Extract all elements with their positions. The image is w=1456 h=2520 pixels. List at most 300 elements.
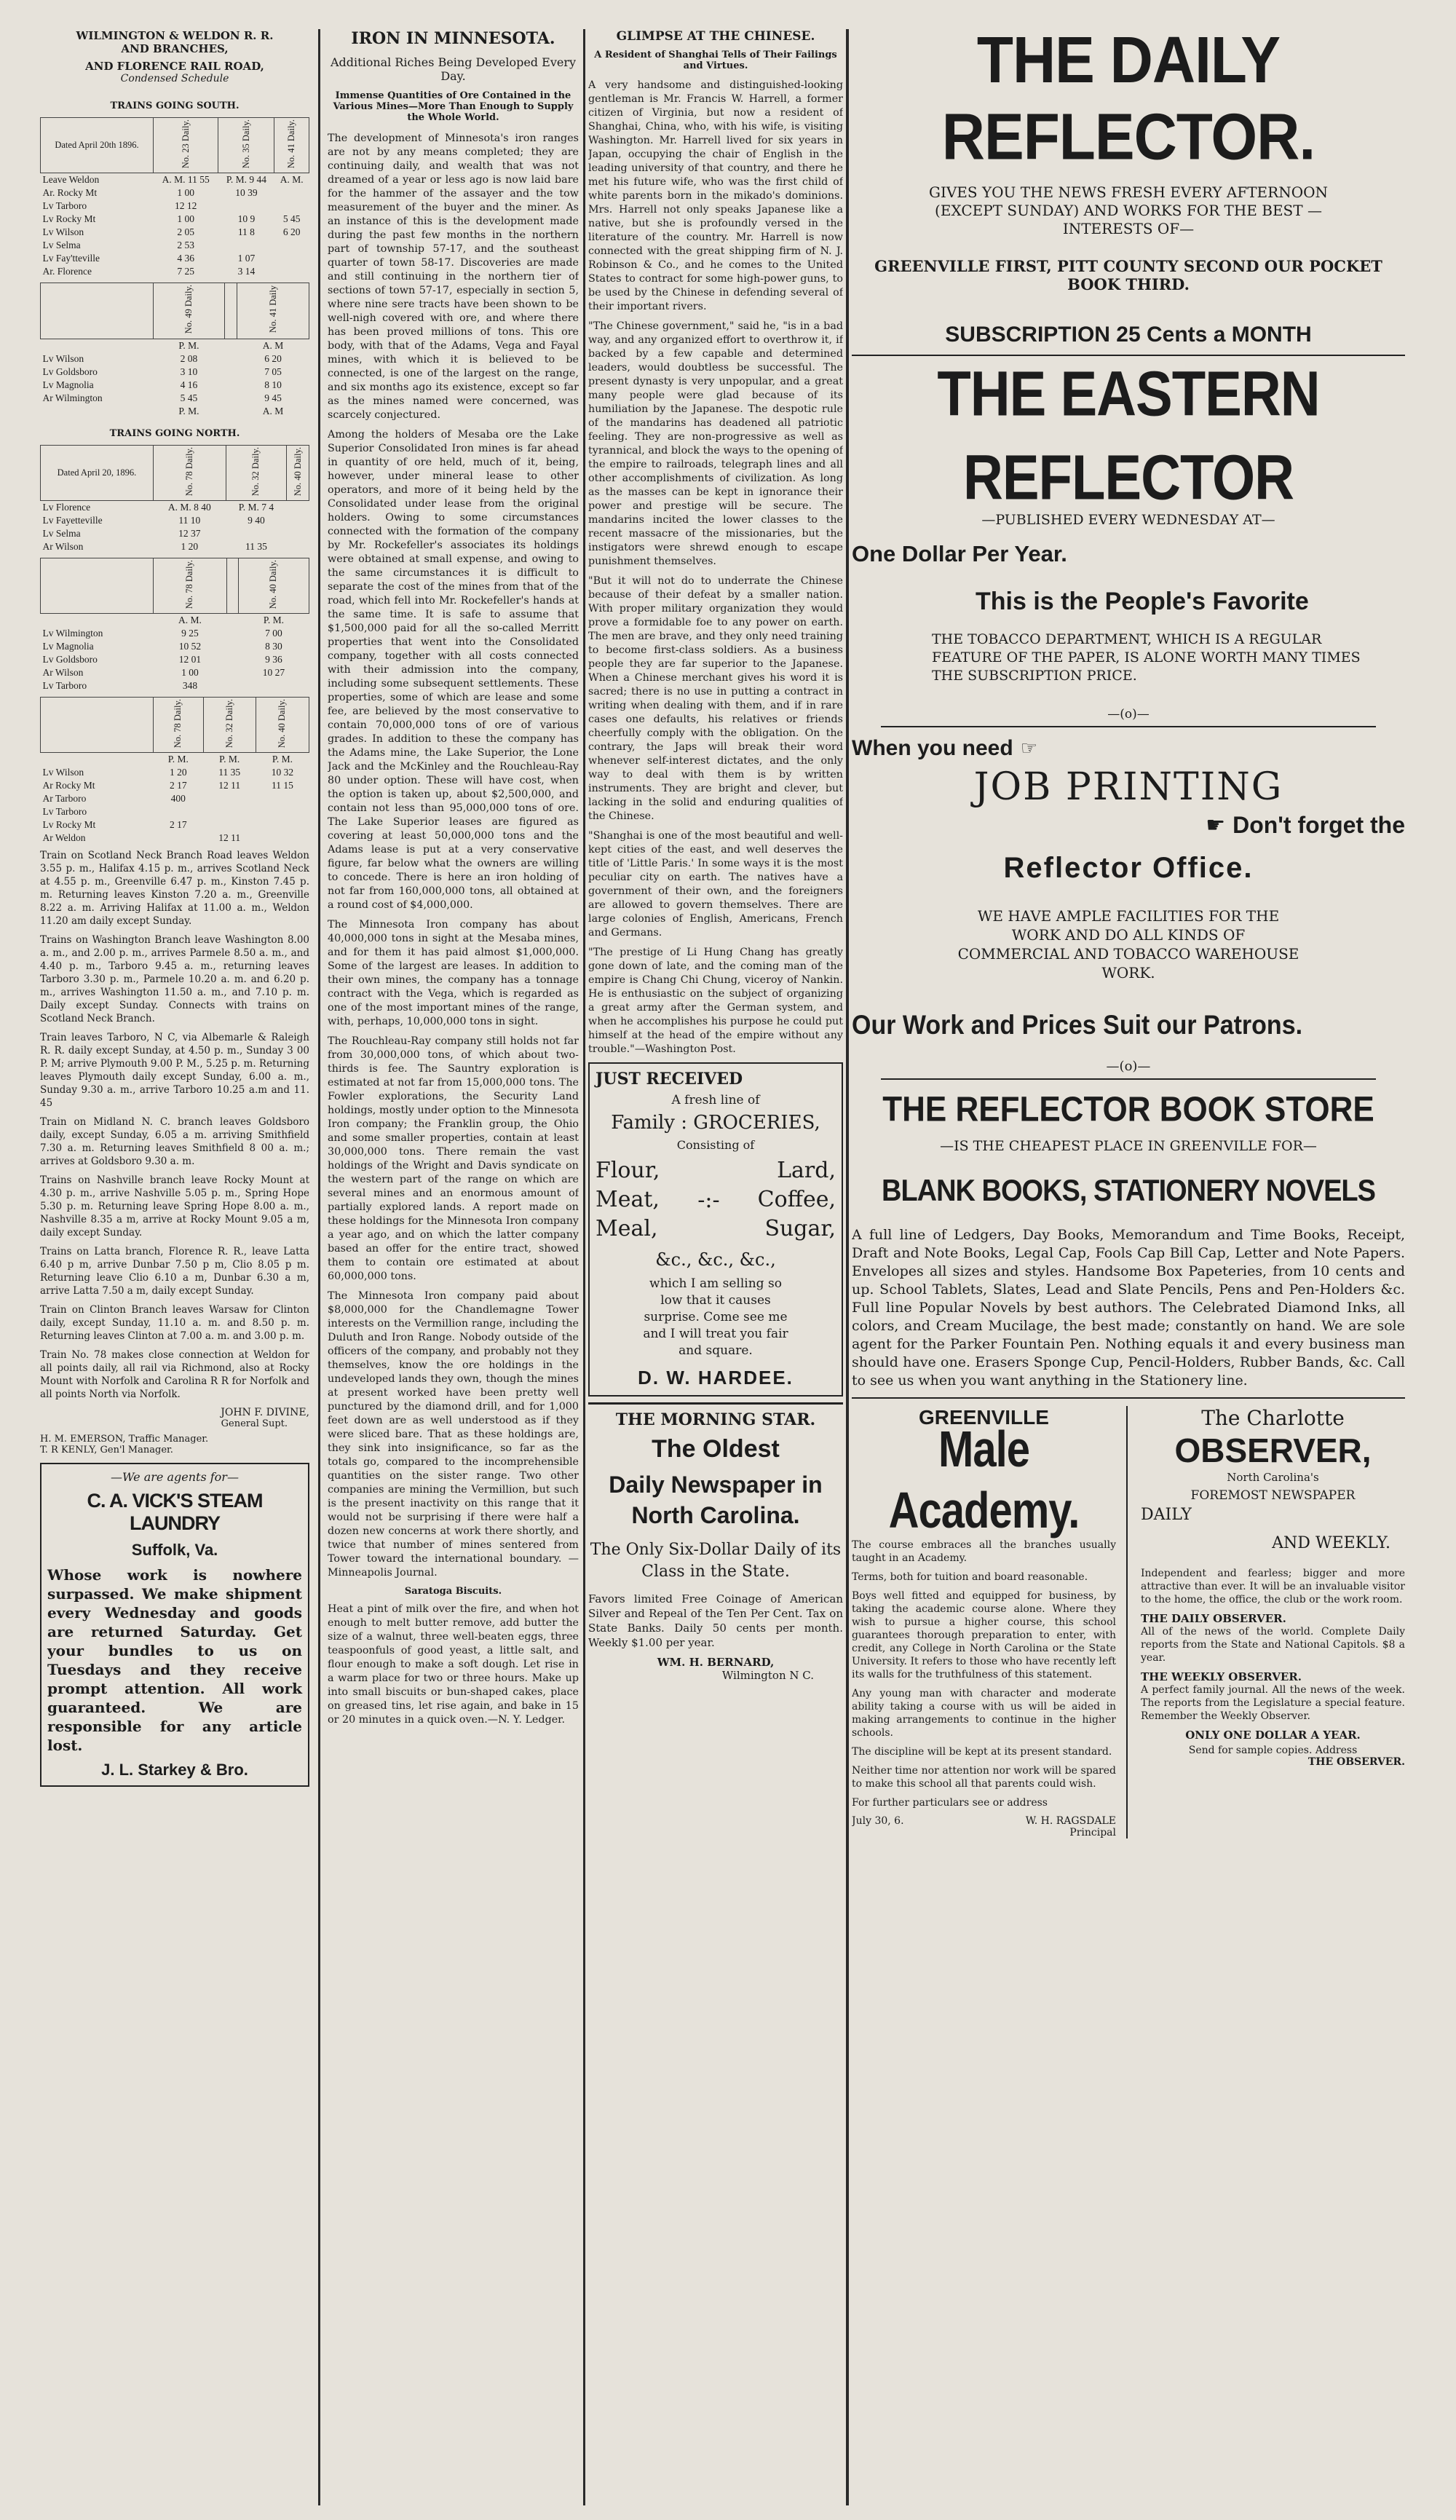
tt-header	[41, 283, 154, 339]
table-row	[41, 352, 309, 366]
divider-glyph: -:-	[697, 1187, 720, 1213]
table-row	[41, 339, 309, 352]
column-chinese	[588, 29, 843, 2505]
time-cell: P. M.	[219, 754, 240, 765]
greenville-first: GREENVILLE FIRST, PITT COUNTY SECOND OUR POCKET BOOK THIRD.	[874, 257, 1382, 293]
timetable-north-3	[40, 697, 309, 845]
north-title: TRAINS GOING NORTH.	[109, 427, 240, 439]
time-cell	[227, 653, 239, 666]
paragraph: Train leaves Tarboro, N C, via Albemarle & Raleigh R. R. daily except Sunday, at 4.50 p. m., Sunday 3 00 P. M; arrive Plymouth 9.00 P. M., 5.25 p. m. Returning leaves Plymouth daily except Sunday, 6.00 a. m., Sunday 9.30 a. m., arrive Tarboro 10.25 a.m and 11. 45	[40, 1032, 309, 1110]
etc: &c., &c., &c.,	[655, 1249, 776, 1270]
academy-date: July 30, 6.	[852, 1815, 904, 1827]
time-cell: A. M.	[280, 174, 304, 186]
table-row	[41, 527, 309, 540]
time-cell: 9 45	[264, 392, 282, 403]
time-cell: P. M.	[167, 754, 189, 765]
paragraph: Terms, both for tuition and board reasonable.	[852, 1571, 1088, 1583]
railroad-subtitle-2: AND FLORENCE RAIL ROAD,	[85, 60, 264, 73]
time-cell	[274, 252, 309, 265]
paragraph: Neither time nor attention nor work will be spared to make this school all that parents could wish.	[852, 1765, 1116, 1790]
vick-title: C. A. VICK'S STEAM LAUNDRY	[87, 1490, 263, 1535]
time-cell: 10 52	[178, 641, 202, 652]
paragraph: "Shanghai is one of the most beautiful and well-kept cities of the east, and well deserves the title of 'Little Paris.' In some ways it is the most peculiar city on earth. The natives have a government of their own, and the foreigners are allowed to govern themselves. There are large colonies of English, Americans, French and Germans.	[588, 830, 843, 939]
paragraph: Train on Midland N. C. branch leaves Goldsboro daily, except Sunday, 6.05 a m. arriving Smithfield 7.30 a. m. Returning leaves Smithfield 8 00 a. m.; arrives at Goldsboro 9.30 a. m.	[40, 1116, 309, 1168]
paragraph: "The prestige of Li Hung Chang has greatly gone down of late, and the coming man of the empire is Chang Chi Chung, viceroy of Nankin. He is enthusiastic on the subject of organizing a great army after the German system, and when he accomplishes his purpose he could put himself at the head of the empire without any trouble."—Washington Post.	[588, 947, 843, 1055]
observer-body: Independent and fearless; bigger and more attractive than ever. It will be an invaluable visitor to the home, the office, the club or the work room.	[1141, 1568, 1405, 1605]
table-row	[41, 792, 309, 805]
observer-send: Send for sample copies. Address	[1188, 1745, 1358, 1756]
time-cell: 12 11	[218, 832, 241, 844]
table-row	[41, 540, 309, 553]
timetable-north-2	[40, 558, 309, 692]
time-cell: 1 00	[177, 187, 195, 199]
table-row	[41, 514, 309, 527]
merchant: D. W. HARDEE.	[638, 1367, 794, 1389]
tt-header: No. 41 Daily.	[274, 118, 309, 173]
time-cell: P. M. 7 4	[238, 501, 274, 513]
time-cell: 7 25	[177, 266, 195, 277]
timetable-north	[40, 445, 309, 553]
subscription: SUBSCRIPTION 25 Cents a MONTH	[945, 323, 1312, 347]
signature-manager: T. R KENLY, Gen'l Manager.	[40, 1445, 173, 1456]
tt-header	[227, 558, 239, 613]
signature-traffic: H. M. EMERSON, Traffic Manager.	[40, 1434, 209, 1445]
groceries-right	[758, 1156, 836, 1244]
divider-rule	[881, 726, 1376, 727]
time-cell: 348	[182, 680, 198, 691]
table-row	[41, 392, 309, 405]
condensed-schedule: Condensed Schedule	[120, 73, 229, 84]
chinese-headline: GLIMPSE AT THE CHINESE.	[616, 29, 815, 44]
time-cell: P. M.	[178, 405, 199, 416]
academy-city: GREENVILLE	[919, 1406, 1049, 1429]
station-cell: Lv Goldsboro	[42, 366, 98, 377]
tobacco-department: THE TOBACCO DEPARTMENT, WHICH IS A REGULAR FEATURE OF THE PAPER, IS ALONE WORTH MANY TIMES THE SUBSCRIPTION PRICE.	[932, 631, 1361, 684]
station-cell	[41, 753, 154, 767]
observer-ad	[1141, 1406, 1405, 1838]
job-printing: JOB PRINTING	[973, 765, 1283, 809]
time-cell: P. M. 9 44	[226, 174, 266, 186]
fresh-line: A fresh line of	[671, 1093, 760, 1107]
eastern-reflector-title: THE EASTERN REFLECTOR	[937, 358, 1320, 513]
vick-body: Whose work is nowhere surpassed. We make shipment every Wednesday and goods are returned Saturday. Get your bundles to us on Tuesdays and they receive prompt attention. All work guaranteed. We are responsible for any article lost.	[47, 1566, 302, 1755]
grocery-item: Coffee,	[757, 1187, 836, 1212]
paragraph: The Minnesota Iron company paid about $8,000,000 for the Chandlemagne Tower interests on the Vermillion range, including the Duluth and Iron Range. Nobody outside of the officers of the company, and probably not they themselves, know the ore holdings in the undeveloped lands they own, though the mines at present worked have been pretty well punctured by the diamond drill, and for 1,000 feet down are as well understood as if they were sliced bare. That as these holdings are, they sink into insignificance, so far as the totals go, compared to the incomprehensible quantities on the sister range. Two other companies are mining the Vermillion, but such is the present inactivity on this range that it would not be surprising if there were half a dozen new concerns at work there shortly, and twice that number of mines sentered from Tower toward the international boundary. — Minneapolis Journal.	[328, 1290, 579, 1579]
signature-title: General Supt.	[221, 1418, 288, 1430]
time-cell: 6 20	[282, 226, 301, 238]
tt-header	[41, 698, 154, 753]
time-cell: A. M. 11 55	[162, 174, 210, 186]
time-cell	[153, 832, 203, 845]
tt-header: No. 78 Daily.	[153, 558, 226, 613]
time-cell: 1 20	[169, 767, 187, 778]
column-rule	[846, 29, 849, 2505]
time-cell: 1 00	[177, 213, 195, 225]
paragraph: Train on Clinton Branch leaves Warsaw for Clinton daily, except Sunday, 11.10 a. m. and 8.50 p. m. Returning leaves Clinton at 7.00 a. m. and 3.00 p. m.	[40, 1304, 309, 1343]
time-cell	[218, 200, 274, 213]
time-cell: 12 12	[175, 200, 197, 212]
consisting: Consisting of	[676, 1138, 755, 1152]
station-cell: Lv Selma	[42, 240, 81, 251]
table-row	[41, 200, 309, 213]
time-cell	[227, 640, 239, 653]
table-row	[41, 818, 309, 832]
station-cell: Lv Wilson	[42, 352, 84, 364]
railroad-subtitle: AND BRANCHES,	[121, 42, 229, 55]
time-cell: 11 8	[237, 226, 255, 238]
time-cell	[224, 366, 237, 379]
column-iron	[328, 29, 579, 2505]
time-cell	[287, 500, 309, 514]
tt-header: No. 78 Daily.	[153, 698, 203, 753]
column-reflector	[852, 29, 1405, 2505]
groceries-left	[596, 1156, 660, 1244]
paragraph: The discipline will be kept at its present standard.	[852, 1746, 1112, 1758]
published-wednesday: —PUBLISHED EVERY WEDNESDAY AT—	[981, 512, 1275, 528]
grocery-item: Meal,	[596, 1216, 658, 1241]
paragraph: A very handsome and distinguished-looking gentleman is Mr. Francis W. Harrell, a former citizen of Virginia, but now a resident of Shanghai, China, who, with his wife, is visiting Washington. Mr. Harrell lived for six years in Japan, occupying the chair of English in the leading university of that country, and there he met his future wife, who was the first child of white parents born in the mikado's dominions. Mrs. Harrell not only speaks Japanese like a native, but she is profoundly versed in the literature of the country. Mr. Harrell is now connected with the great shipping firm of N. J. Robinson & Co., and he comes to the United States to contract for some high-power guns, to be used by the Chinese in defending several of their important rivers.	[588, 79, 843, 312]
daily-reflector-title: THE DAILY REFLECTOR.	[941, 29, 1315, 174]
station-cell: Ar Wilson	[42, 540, 84, 552]
iron-headline: IRON IN MINNESOTA.	[351, 29, 555, 48]
observer-title: OBSERVER,	[1174, 1431, 1372, 1469]
academy-sign: W. H. RAGSDALE	[1025, 1815, 1116, 1827]
table-row	[41, 239, 309, 252]
time-cell	[203, 792, 256, 805]
timetable-south-2	[40, 283, 309, 417]
time-cell: 10 27	[262, 667, 285, 678]
station-cell: Lv Tarboro	[42, 200, 87, 212]
table-row	[41, 653, 309, 666]
time-cell: 2 17	[169, 819, 187, 831]
time-cell	[274, 186, 309, 200]
blank-books: BLANK BOOKS, STATIONERY NOVELS	[882, 1174, 1375, 1209]
dont-forget: Don't forget the	[1233, 812, 1405, 838]
time-cell	[203, 805, 256, 818]
time-cell	[256, 792, 309, 805]
paragraph: The development of Minnesota's iron ranges are not by any means completed; they are continuing daily, and wealth that was not dreamed of a year or less ago is now laid bare for the hammer of the assayer and the tow measurement of the buyer and the miner. As an instance of this is the development made during the past few months in the northern part of township 57-17, and the southeast quarter of town 58-17. Discoveries are made and still continuing in the northern tier of sections of town 57-17, especially in section 5, where nine sere tracts have been shown to be well-nigh covered with ore, and where there has been proved millions of tons. This ore body, with that of the Adams, Vega and Fayal mines, with which it is believed to be connected, is one of the largest on the range, and six months ago its existence, except so far as the mines named were concerned, was scarcely conjectured.	[328, 133, 579, 421]
star-body: Favors limited Free Coinage of American Silver and Repeal of the Ten Per Cent. Tax on State Banks. Daily 50 cents per month. Weekly $1.00 per year.	[588, 1592, 843, 1649]
observer-price: ONLY ONE DOLLAR A YEAR.	[1185, 1729, 1361, 1742]
star-daily: Daily Newspaper in North Carolina.	[609, 1472, 823, 1528]
divider-rule	[881, 1078, 1376, 1080]
table-row	[41, 666, 309, 679]
time-cell	[224, 352, 237, 366]
paragraph: Train No. 78 makes close connection at Weldon for all points daily, all rail via Richmond, also at Rocky Mount with Norfolk and Carolina R R for Norfolk and all points North via Norfolk.	[40, 1349, 309, 1401]
time-cell	[226, 527, 287, 540]
time-cell: 1 07	[237, 253, 256, 264]
star-place: Wilmington N C.	[721, 1669, 814, 1682]
time-cell	[274, 265, 309, 278]
station-cell: Lv Goldsboro	[42, 654, 98, 665]
paragraph: "The Chinese government," said he, "is in a bad way, and any organized effort to overthrow it, if backed by a few capable and determined leaders, would doubtless be successful. The present dynasty is very unpopular, and a great many people were glad because of its humiliation by the Japanese. The despotic rule of the mandarins has deadened all patriotic feeling. They are non-progressive as well as tyrannical, and block the ways to the opening of the empire to railroads, telegraph lines and all other accomplishments of civilization. As long as the masses can be kept in ignorance their power and prestige will be secure. The mandarins incited the lower classes to the recent massacre of the missionaries, but the instigators were shrewd enough to escape punishment themselves.	[588, 320, 843, 567]
observer-weekly-head: THE WEEKLY OBSERVER.	[1141, 1670, 1302, 1683]
grocery-item: Meat,	[596, 1187, 660, 1212]
station-cell: Lv Rocky Mt	[42, 819, 96, 831]
time-cell: A. M.	[178, 615, 202, 625]
time-cell: 3 14	[237, 266, 256, 277]
table-row	[41, 366, 309, 379]
time-cell: P. M.	[178, 339, 199, 351]
time-cell	[256, 805, 309, 818]
gives-news: GIVES YOU THE NEWS FRESH EVERY AFTERNOON (EXCEPT SUNDAY) AND WORKS FOR THE BEST —INTERESTS OF—	[928, 183, 1329, 237]
time-cell: 11 35	[218, 767, 241, 778]
station-cell: Ar Rocky Mt	[42, 780, 95, 791]
book-store-title: THE REFLECTOR BOOK STORE	[882, 1089, 1374, 1129]
observer-daily: DAILY	[1141, 1506, 1192, 1524]
chinese-body	[588, 79, 843, 1056]
time-cell: 10 9	[237, 213, 256, 225]
time-cell: P. M.	[272, 754, 293, 765]
time-cell: 12 01	[178, 654, 202, 665]
station-cell	[41, 405, 154, 418]
time-cell: 11 15	[271, 780, 293, 791]
column-rule	[318, 29, 320, 2505]
time-cell: 9 25	[181, 628, 199, 639]
railroad-title: WILMINGTON & WELDON R. R.	[76, 29, 274, 42]
time-cell	[256, 832, 309, 845]
station-cell: Lv Wilson	[42, 767, 84, 778]
vick-laundry-ad	[40, 1463, 309, 1787]
time-cell: A. M	[262, 339, 284, 351]
time-cell: 10 39	[235, 187, 258, 199]
table-row	[41, 627, 309, 640]
timetable-south	[40, 117, 309, 278]
column-rule	[583, 29, 585, 2505]
star-six: The Only Six-Dollar Daily of its Class in the State.	[590, 1541, 842, 1581]
table-row	[41, 226, 309, 239]
tt-header: No. 32 Daily.	[203, 698, 256, 753]
time-cell: 4 16	[180, 379, 198, 390]
selling: which I am selling so low that it causes surprise. Come see me and I will treat you fair and square.	[643, 1276, 788, 1358]
time-cell: 6 20	[264, 352, 282, 364]
table-row	[41, 405, 309, 418]
station-cell: Lv Wilson	[42, 226, 84, 238]
time-cell	[287, 527, 309, 540]
star-oldest: The Oldest	[652, 1435, 780, 1463]
station-cell: Ar Wilson	[42, 667, 84, 678]
time-cell: 7 05	[264, 366, 282, 377]
time-cell: 10 32	[271, 767, 294, 778]
academy-body	[852, 1539, 1116, 1809]
tt-header	[224, 283, 237, 339]
time-cell	[274, 200, 309, 213]
peoples-favorite: This is the People's Favorite	[976, 588, 1309, 615]
vick-agents: —We are agents for—	[111, 1470, 239, 1485]
recipe-title: Saratoga Biscuits.	[404, 1586, 502, 1597]
station-cell: Lv Fay'tteville	[42, 253, 100, 264]
time-cell: 3 10	[180, 366, 198, 377]
paragraph: For further particulars see or address	[852, 1797, 1048, 1809]
table-row	[41, 832, 309, 845]
tt-header: No. 40 Daily.	[256, 698, 309, 753]
reflector-office: Reflector Office.	[1003, 852, 1254, 884]
station-cell: Lv Tarboro	[42, 806, 87, 818]
recipe-body: Heat a pint of milk over the fire, and when hot enough to melt butter remove, add butter the size of a walnut, three well-beaten eggs, three teaspoonfuls of good yeast, a little salt, and flour enough to make a soft dough. Let rise in a warm place for two or three hours. Make up into small biscuits or bun-shaped cakes, place on greased tins, let rise again, and bake in 15 or 20 minutes in a quick oven.—N. Y. Ledger.	[328, 1603, 579, 1726]
south-title: TRAINS GOING SOUTH.	[110, 100, 240, 111]
time-cell: 2 17	[169, 780, 187, 791]
time-cell	[227, 614, 239, 628]
grocery-item: Flour,	[596, 1158, 660, 1183]
iron-deck-2: Immense Quantities of Ore Contained in the Various Mines—More Than Enough to Supply the Whole World.	[333, 90, 574, 123]
train-notices	[40, 849, 309, 1401]
station-cell: Lv Magnolia	[42, 641, 94, 652]
observer-weekly-body: A perfect family journal. All the news of the week. The reports from the Legislature a special feature. Remember the Weekly Observer.	[1141, 1684, 1405, 1722]
time-cell: 8 10	[264, 379, 282, 390]
grocery-item: Lard,	[777, 1158, 836, 1183]
table-row	[41, 173, 309, 187]
time-cell	[287, 514, 309, 527]
observer-nc: North Carolina's	[1227, 1471, 1319, 1484]
time-cell: A. M. 8 40	[167, 501, 211, 513]
cheapest-place: —IS THE CHEAPEST PLACE IN GREENVILLE FOR—	[940, 1138, 1317, 1154]
time-cell: 400	[170, 793, 186, 805]
table-row	[41, 766, 309, 779]
paragraph: Trains on Nashville branch leave Rocky Mount at 4.30 p. m., arrive Nashville 5.05 p. m., Spring Hope 5.30 p. m. Returning leave Spring Hope 8.00 a. m., Nashville 8.35 a m, arrive at Rocky Mount 9.05 a m, daily except Sunday.	[40, 1174, 309, 1239]
groceries-ad	[588, 1062, 843, 1397]
tt-header: No. 35 Daily.	[218, 118, 274, 173]
work-prices: Our Work and Prices Suit our Patrons.	[852, 1010, 1303, 1040]
when-you-need: When you need	[852, 736, 1013, 760]
table-row	[41, 805, 309, 818]
time-cell: 2 05	[177, 226, 195, 238]
time-cell: 2 53	[177, 240, 195, 251]
tt-header: No. 40 Daily.	[238, 558, 309, 613]
tt-header: No. 41 Daily	[237, 283, 309, 339]
tt-header: No. 32 Daily.	[226, 445, 287, 500]
tt-header: No. 23 Daily.	[153, 118, 218, 173]
table-row	[41, 213, 309, 226]
observer-the: The Charlotte	[1201, 1406, 1345, 1430]
station-cell: Lv Magnolia	[42, 379, 94, 390]
station-cell: Ar. Florence	[42, 266, 92, 277]
paragraph: Boys well fitted and equipped for business, by taking the academic course alone. Where they wish to pursue a higher course, this school guarantees thorough preparation to enter, with credit, any College in North Carolina or the State University. It refers to those who have recently left its walls for the truthfulness of this statement.	[852, 1590, 1116, 1680]
time-cell	[227, 666, 239, 679]
signature-name: JOHN F. DIVINE,	[221, 1407, 309, 1419]
star-title: THE MORNING STAR.	[615, 1410, 816, 1429]
vick-place: Suffolk, Va.	[131, 1541, 218, 1560]
time-cell	[256, 818, 309, 832]
observer-daily-body: All of the news of the world. Complete Daily reports from the State and National Capitols. $8 a year.	[1141, 1626, 1405, 1664]
time-cell: 12 37	[178, 527, 201, 539]
time-cell	[227, 679, 239, 692]
time-cell	[224, 392, 237, 405]
just-received: JUST RECEIVED	[596, 1070, 743, 1089]
station-cell: Ar Wilmington	[42, 392, 103, 403]
bottom-ads	[852, 1406, 1405, 1838]
station-cell: Lv Fayetteville	[42, 514, 103, 526]
time-cell: A. M	[262, 405, 284, 416]
table-row	[41, 640, 309, 653]
table-row	[41, 614, 309, 628]
chinese-deck: A Resident of Shanghai Tells of Their Failings and Virtues.	[594, 50, 837, 71]
column-railroad	[40, 29, 309, 2505]
table-row	[41, 379, 309, 392]
time-cell: 12 11	[218, 780, 241, 791]
academy-title: Male Academy.	[888, 1421, 1080, 1539]
iron-body	[328, 132, 579, 1580]
time-cell	[203, 818, 256, 832]
time-cell: 11 35	[245, 540, 267, 552]
station-cell	[41, 339, 154, 352]
station-cell: Lv Florence	[42, 501, 91, 513]
station-cell: Lv Selma	[42, 527, 81, 539]
one-dollar: One Dollar Per Year.	[852, 541, 1067, 566]
time-cell: 9 40	[248, 514, 265, 526]
observer-foremost: FOREMOST NEWSPAPER	[1190, 1488, 1356, 1503]
divider-o: —(o)—	[1106, 1059, 1151, 1074]
station-cell: Lv Rocky Mt	[42, 213, 96, 225]
station-cell: Lv Tarboro	[42, 680, 87, 691]
table-row	[41, 779, 309, 792]
pointing-hand-icon: ☞	[1020, 738, 1037, 759]
academy-role: Principal	[1069, 1827, 1116, 1838]
station-cell: Ar Weldon	[42, 832, 86, 844]
vick-sign: J. L. Starkey & Bro.	[101, 1761, 248, 1780]
tt-header: No. 40 Daily.	[287, 445, 309, 500]
time-cell	[153, 805, 203, 818]
paragraph: Any young man with character and moderate ability taking a course with us will be aided in making arrangements to continue in the higher schools.	[852, 1688, 1116, 1739]
tt-header: Dated April 20, 1896.	[41, 445, 154, 500]
paragraph: The Minnesota Iron company has about 40,000,000 tons in sight at the Mesaba mines, and for them it has paid almost $1,000,000. Some of the largest are leases. In addition to their own mines, the company has a tonnage contract with the Vega, which is regarded as one of the most important mines of the range, with, perhaps, 10,000,000 tons in sight.	[328, 919, 579, 1027]
morning-star-ad	[588, 1402, 843, 1682]
time-cell: P. M.	[263, 615, 285, 625]
divider-rule	[852, 1397, 1405, 1399]
time-cell: 5 45	[180, 392, 198, 403]
pointing-hand-icon: ☛	[1206, 813, 1226, 838]
time-cell: 1 20	[181, 540, 199, 552]
time-cell	[218, 239, 274, 252]
time-cell	[238, 679, 309, 692]
table-row	[41, 500, 309, 514]
observer-daily-head: THE DAILY OBSERVER.	[1141, 1612, 1286, 1625]
paragraph: Trains on Latta branch, Florence R. R., leave Latta 6.40 p m, arrive Dunbar 7.50 p m, Clio 8.05 p m. Returning leave Clio 6.10 a m, Dunbar 6.30 a m, arrive Latta 7.50 a m, daily except Sunday.	[40, 1246, 309, 1297]
divider-o: —(o)—	[1107, 707, 1150, 722]
star-sign: WM. H. BERNARD,	[657, 1656, 775, 1669]
time-cell: 2 08	[180, 352, 198, 364]
station-cell	[41, 614, 154, 628]
time-cell	[224, 339, 237, 352]
table-row	[41, 679, 309, 692]
table-row	[41, 252, 309, 265]
paragraph: "But it will not do to underrate the Chinese because of their defeat by a smaller nation. With proper military organization they would prove a formidable foe to any power on earth. The men are brave, and they only need training to become first-class soldiers. As a business people they are far superior to the Japanese. When a Chinese merchant gives his word it is sacred; there is no use in putting a contract in writing when dealing with them, and if in rare cases one defaults, his relatives or friends cheerfully comply with the obligation. On the contrary, the Japs will break their word whenever self-interest dictates, and the only way to deal with them is by written instruments. They are bright and clever, but lacking in the solid and enduring qualities of the Chinese.	[588, 575, 843, 822]
time-cell: 9 36	[265, 654, 282, 665]
station-cell: Ar Tarboro	[42, 793, 87, 805]
station-cell: Lv Wilmington	[42, 628, 103, 639]
tt-header: Dated April 20th 1896.	[41, 118, 154, 173]
paragraph: The Rouchleau-Ray company still holds not far from 30,000,000 tons, of which about two-thirds is fee. The Sauntry exploration is estimated at not far from 15,000,000 tons. The Fowler explorations, the Security Land holdings, mostly under option to the Minnesota Iron company; the Franklin group, the Ohio and some smaller properties, contain at least 30,000,000 tons. There remain the vast holdings of the Wright and Davis syndicate on the western part of the range on which are several mines and an enormous amount of partially explored lands. A report made on these holdings for the Minnesota Iron company a year ago, and on which the latter company based an offer for the entire tract, showed them to contain ore estimated at about 60,000,000 tons.	[328, 1035, 579, 1282]
time-cell: 7 00	[265, 628, 282, 639]
grocery-item: Sugar,	[764, 1216, 836, 1241]
iron-deck: Additional Riches Being Developed Every Day.	[330, 55, 577, 83]
observer-weekly: AND WEEKLY.	[1272, 1534, 1390, 1552]
academy-ad	[852, 1406, 1128, 1838]
time-cell: 8 30	[265, 641, 282, 652]
books-body: A full line of Ledgers, Day Books, Memorandum and Time Books, Receipt, Draft and Note Books, Legal Cap, Fools Cap Bill Cap, Letter and Note Papers. Envelopes all sizes and styles. Handsome Box Papeteries, from 10 cents and up. School Tablets, Slates, Lead and Slate Pencils, Pens and Pen-Holders &c. Full line Popular Novels by best authors. The Celebrated Diamond Inks, all colors, and Cream Mucilage, the best made; constantly on hand. We are sole agent for the Parker Fountain Pen. Nothing equals it and every business man should have one. Erasers Sponge Cup, Pencil-Holders, Rubber Bands, &c. Call to see us when you want anything in the Stationery line.	[852, 1227, 1405, 1389]
ample-facilities: WE HAVE AMPLE FACILITIES FOR THE WORK AND DO ALL KINDS OF COMMERCIAL AND TOBACCO WAREHOUSE WORK.	[957, 907, 1299, 981]
time-cell	[224, 405, 237, 418]
station-cell: Leave Weldon	[42, 174, 100, 186]
time-cell: 11 10	[178, 514, 201, 526]
paragraph: The course embraces all the branches usually taught in an Academy.	[852, 1539, 1116, 1564]
time-cell: 1 00	[181, 667, 199, 678]
time-cell	[227, 627, 239, 640]
paragraph: Trains on Washington Branch leave Washington 8.00 a. m., and 2.00 p. m., arrives Parmele 8.50 a. m., and 4.40 p. m., Tarboro 9.45 a. m., returning leaves Tarboro 3.30 p. m., Parmele 10.20 a. m. and 6.20 p. m., arrives Washington 11.50 a. m., and 7.10 p. m. Daily except Sunday. Connects with trains on Scotland Neck Branch.	[40, 934, 309, 1025]
paragraph: Train on Scotland Neck Branch Road leaves Weldon 3.55 p. m., Halifax 4.15 p. m., arrives Scotland Neck at 4.55 p. m., Greenville 6.47 p. m., Kinston 7.45 p. m. Returning leaves Kinston 7.20 a. m., Greenville 8.22 a. m. Arriving Halifax at 11.00 a. m., Weldon 11.20 am daily except Sunday.	[40, 850, 309, 928]
time-cell	[274, 239, 309, 252]
time-cell	[287, 540, 309, 553]
tt-header: No. 49 Daily.	[153, 283, 224, 339]
